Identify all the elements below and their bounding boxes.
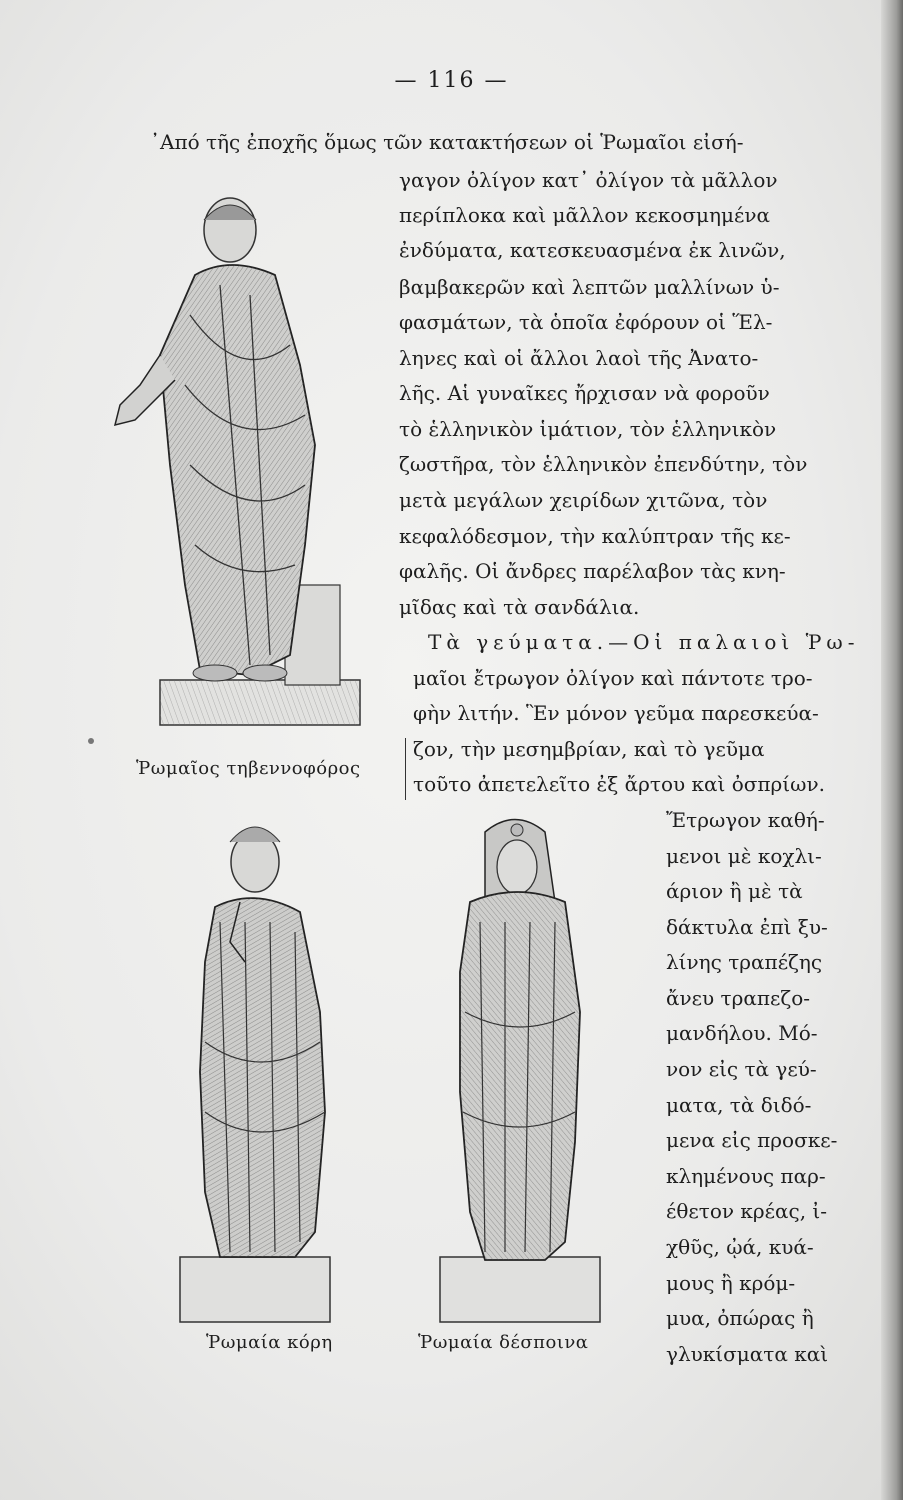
section-heading: Τὰ γεύματα.—Οἱ παλαιοὶ Ῥω- <box>428 630 860 654</box>
text-line: κλημένους παρ- <box>666 1164 826 1188</box>
page-number: — 116 — <box>394 68 509 93</box>
text-line: μῖδας καὶ τὰ σανδάλια. <box>399 595 640 619</box>
text-line: μετὰ μεγάλων χειρίδων χιτῶνα, τὸν <box>399 488 768 512</box>
text-line: άριον ἢ μὲ τὰ <box>666 879 803 903</box>
text-line: λίνης τραπέζης <box>666 950 823 974</box>
text-line: περίπλοκα καὶ μᾶλλον κεκοσμημένα <box>399 203 771 227</box>
text-line: βαμβακερῶν καὶ λεπτῶν μαλλίνων ὑ- <box>399 275 780 299</box>
text-line: μενοι μὲ κοχλι- <box>666 844 822 868</box>
text-line: φὴν λιτήν. Ἓν μόνον γεῦμα παρεσκεύα- <box>413 701 819 725</box>
caption-roman-man: Ῥωμαῖος τηβεννοφόρος <box>136 758 361 779</box>
text-line: μαῖοι ἔτρωγον ὀλίγον καὶ πάντοτε τρο- <box>413 666 813 690</box>
text-line: έθετον κρέας, ἰ- <box>666 1199 828 1223</box>
text-line: ληνες καὶ οἱ ἄλλοι λαοὶ τῆς Ἀνατο- <box>399 346 759 370</box>
text-line: ματα, τὰ διδό- <box>666 1093 812 1117</box>
text-line: μους ἢ κρόμ- <box>666 1271 796 1295</box>
roman-lady-statue-illustration <box>425 812 635 1332</box>
ink-speck <box>88 738 94 744</box>
roman-girl-statue-illustration <box>120 812 380 1332</box>
text-line: μυα, ὀπώρας ἢ <box>666 1306 814 1330</box>
roman-toga-statue-illustration <box>100 185 400 735</box>
text-line: λῆς. Αἱ γυναῖκες ἤρχισαν νὰ φοροῦν <box>399 381 770 405</box>
text-line: γαγον ὀλίγον κατ᾿ ὀλίγον τὰ μᾶλλον <box>399 168 778 192</box>
text-bracket <box>405 738 412 800</box>
text-line: νον εἰς τὰ γεύ- <box>666 1057 817 1081</box>
text-line: Ἔτρωγον καθή- <box>666 808 825 832</box>
text-line: γλυκίσματα καὶ <box>666 1342 829 1366</box>
text-line: ᾿Από τῆς ἐποχῆς ὅμως τῶν κατακτήσεων οἱ Ῥωμαῖοι εἰσή- <box>150 130 744 154</box>
text-line: δάκτυλα ἐπὶ ξυ- <box>666 915 828 939</box>
text-line: φασμάτων, τὰ ὁποῖα ἐφόρουν οἱ Ἕλ- <box>399 310 773 334</box>
text-line: τὸ ἑλληνικὸν ἱμάτιον, τὸν ἑλληνικὸν <box>399 417 777 441</box>
text-line: ζωστῆρα, τὸν ἑλληνικὸν ἐπενδύτην, τὸν <box>399 452 808 476</box>
text-line: μανδήλου. Μό- <box>666 1021 818 1045</box>
text-line: χθῦς, ᾠά, κυά- <box>666 1235 814 1259</box>
text-line: τοῦτο ἀπετελεῖτο ἐξ ἄρτου καὶ ὀσπρίων. <box>413 772 825 796</box>
caption-roman-lady: Ῥωμαία δέσποινα <box>418 1332 589 1353</box>
text-line: ζον, τὴν μεσημβρίαν, καὶ τὸ γεῦμα <box>413 737 765 761</box>
text-line: ἄνευ τραπεζο- <box>666 986 811 1010</box>
text-line: μενα εἰς προσκε- <box>666 1128 838 1152</box>
text-line: κεφαλόδεσμον, τὴν καλύπτραν τῆς κε- <box>399 524 791 548</box>
text-line: φαλῆς. Οἱ ἄνδρες παρέλαβον τὰς κνη- <box>399 559 786 583</box>
text-line: ἐνδύματα, κατεσκευασμένα ἐκ λινῶν, <box>399 238 786 262</box>
page-edge-shadow <box>881 0 903 1500</box>
caption-roman-girl: Ῥωμαία κόρη <box>206 1332 333 1353</box>
